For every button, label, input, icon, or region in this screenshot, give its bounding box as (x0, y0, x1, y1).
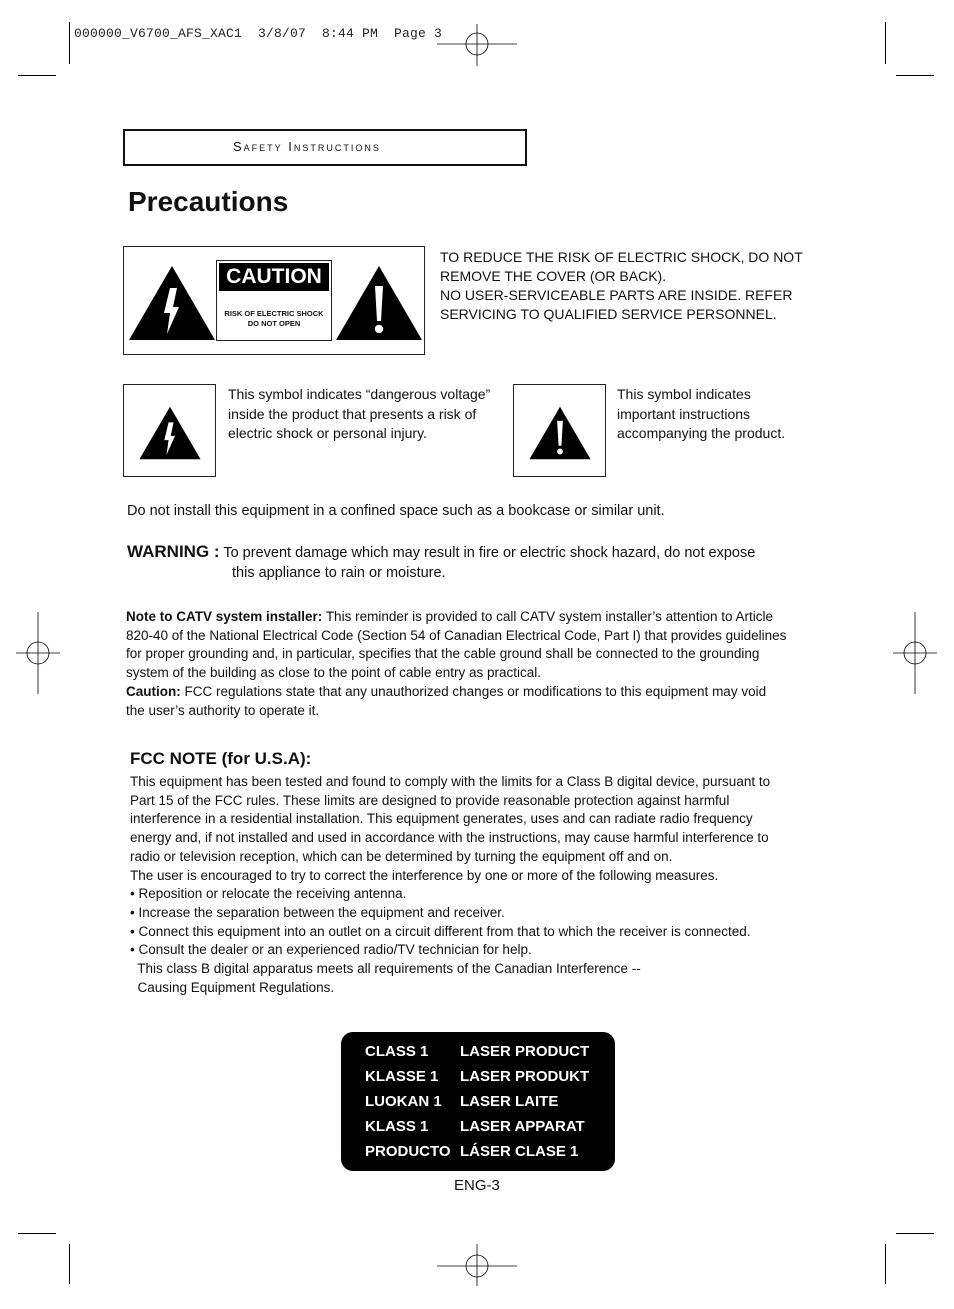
catv-label: Note to CATV system installer: (126, 609, 323, 624)
print-header: 000000_V6700_AFS_XAC1 3/8/07 8:44 PM Page 3 (74, 26, 443, 41)
page-number: ENG-3 (454, 1177, 500, 1194)
fcc-heading: FCC NOTE (for U.S.A): (130, 749, 312, 768)
warning-paragraph (127, 542, 847, 583)
page-title: Precautions (128, 186, 289, 217)
lightning-warning-icon (127, 264, 217, 342)
caution-word: CAUTION (219, 263, 329, 291)
caution-label-panel (123, 246, 425, 355)
section-header-box (123, 129, 527, 166)
instructions-symbol-text: This symbol indicates important instructions accompanying the product. (617, 386, 786, 441)
catv-note: Note to CATV system installer: This reminder is provided to call CATV system installer’s attention to Article 820-40 of the National Electrical Code (Section 54 of Canadian Electrical Code, Part I) that provides guidelines for proper grounding and, in particular, specifies that the cable ground shall be connected to the grounding system of the building as close to the point of cable entry as practical. Caution: FCC regulations state that any unauthorized changes or modifications to this equipment may void the user’s authority to operate it. (126, 609, 787, 718)
caution-label (216, 260, 332, 341)
exclamation-warning-icon (334, 264, 424, 342)
shock-warning-text: TO REDUCE THE RISK OF ELECTRIC SHOCK, DO NOT REMOVE THE COVER (OR BACK). NO USER-SERVICEABLE PARTS ARE INSIDE. REFER SERVICING TO QUALIFIED SERVICE PERSONNEL. (440, 249, 803, 322)
instructions-symbol-box (513, 384, 606, 477)
fcc-body: This equipment has been tested and found to comply with the limits for a Class B digital device, pursuant to Part 15 of the FCC rules. These limits are designed to provide reasonable protection against harmful interference in a residential installation. This equipment generates, uses and can radiate radio frequency energy and, if not installed and used in accordance with the instructions, may cause harmful interference to radio or television reception, which can be determined by turning the equipment off and on. The user is encouraged to try to correct the interference by one or more of the following measures. • Reposition or relocate the receiving antenna. • Increase the separation between the equipment and receiver. • Connect this equipment into an outlet on a circuit different from that to which the receiver is connected. • Consult the dealer or an experienced radio/TV technician for help. This class B digital apparatus meets all requirements of the Canadian Interference -- Causing Equipment Regulations. (130, 774, 771, 995)
laser-product-label: CLASS 1 LASER PRODUCT KLASSE 1 LASER PRODUKT LUOKAN 1 LASER LAITE KLASS 1 LASER APPARAT PRODUCTO LÁSER CLASE 1 (341, 1032, 615, 1171)
caution-note-label: Caution: (126, 683, 181, 699)
section-title: Safety Instructions (233, 139, 381, 154)
registration-mark-bottom (437, 1244, 517, 1286)
voltage-symbol-box (123, 384, 216, 477)
registration-mark-top (437, 24, 517, 66)
registration-mark-left (16, 612, 60, 694)
warning-line-2: this appliance to rain or moisture. (232, 565, 446, 581)
registration-mark-right (893, 612, 937, 694)
warning-line-1: To prevent damage which may result in fire or electric shock hazard, do not expose (223, 545, 756, 561)
lightning-warning-icon (138, 403, 202, 463)
voltage-symbol-text: This symbol indicates “dangerous voltage” inside the product that presents a risk of electric shock or personal injury. (228, 386, 491, 441)
install-note: Do not install this equipment in a confined space such as a bookcase or similar unit. (127, 503, 665, 519)
warning-label: WARNING : (127, 542, 220, 561)
caution-subtext: RISK OF ELECTRIC SHOCK DO NOT OPEN (224, 309, 324, 328)
exclamation-warning-icon (528, 403, 592, 463)
